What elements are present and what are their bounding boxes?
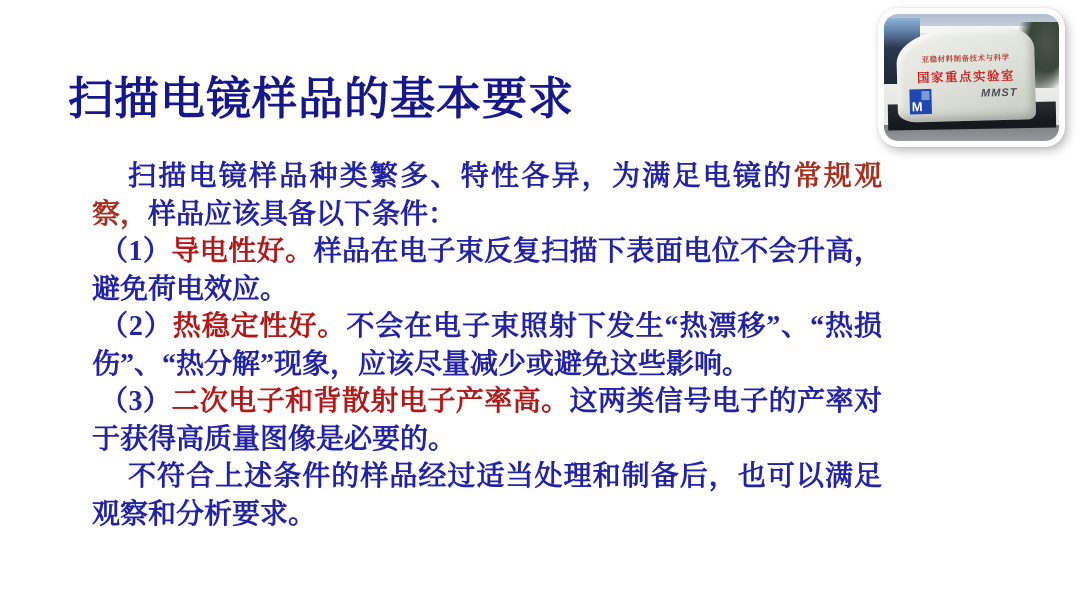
item-3-highlight: 二次电子和背散射电子产率高。 [171, 386, 570, 417]
intro-text: 扫描电镜样品种类繁多、特性各异，为满足电镜的 [128, 161, 794, 192]
paragraph-item-3 [92, 383, 882, 458]
item-2-number: （2） [100, 311, 173, 342]
paragraph-item-2 [92, 308, 882, 383]
item-1-highlight: 导电性好。 [171, 236, 314, 267]
lab-photo [884, 14, 1059, 141]
item-2-text: 不会在电子束照射下发生“热漂移”、“热损伤”、“热分解”现象，应该尽量减少或避免这些影响。 [92, 311, 882, 380]
paragraph-intro [92, 158, 882, 233]
sign-acronym: MMST [980, 86, 1018, 100]
closing-text: 不符合上述条件的样品经过适当处理和制备后，也可以满足观察和分析要求。 [92, 461, 882, 530]
intro-highlight: 常规观察， [92, 161, 882, 230]
lab-logo-letter: M [911, 99, 923, 115]
item-3-number: （3） [100, 386, 172, 417]
sign-subtitle: 亚稳材料制备技术与科学 [921, 52, 1010, 65]
intro-text-end: 样品应该具备以下条件： [148, 198, 457, 230]
paragraph-item-1 [92, 233, 882, 308]
paragraph-closing [92, 458, 882, 533]
item-1-text: 样品在电子束反复扫描下表面电位不会升高，避免荷电效应。 [92, 236, 882, 305]
lab-monument-stone [896, 27, 1036, 123]
page-title: 扫描电镜样品的基本要求 [68, 74, 575, 124]
lab-photo-card [878, 8, 1065, 147]
sign-title: 国家重点实验室 [916, 68, 1016, 86]
item-2-highlight: 热稳定性好。 [172, 311, 347, 342]
lab-logo-square [921, 91, 929, 100]
item-1-number: （1） [100, 236, 172, 267]
lab-logo [909, 89, 932, 115]
item-3-text: 这两类信号电子的产率对于获得高质量图像是必要的。 [92, 386, 882, 455]
slide-body [92, 158, 882, 533]
